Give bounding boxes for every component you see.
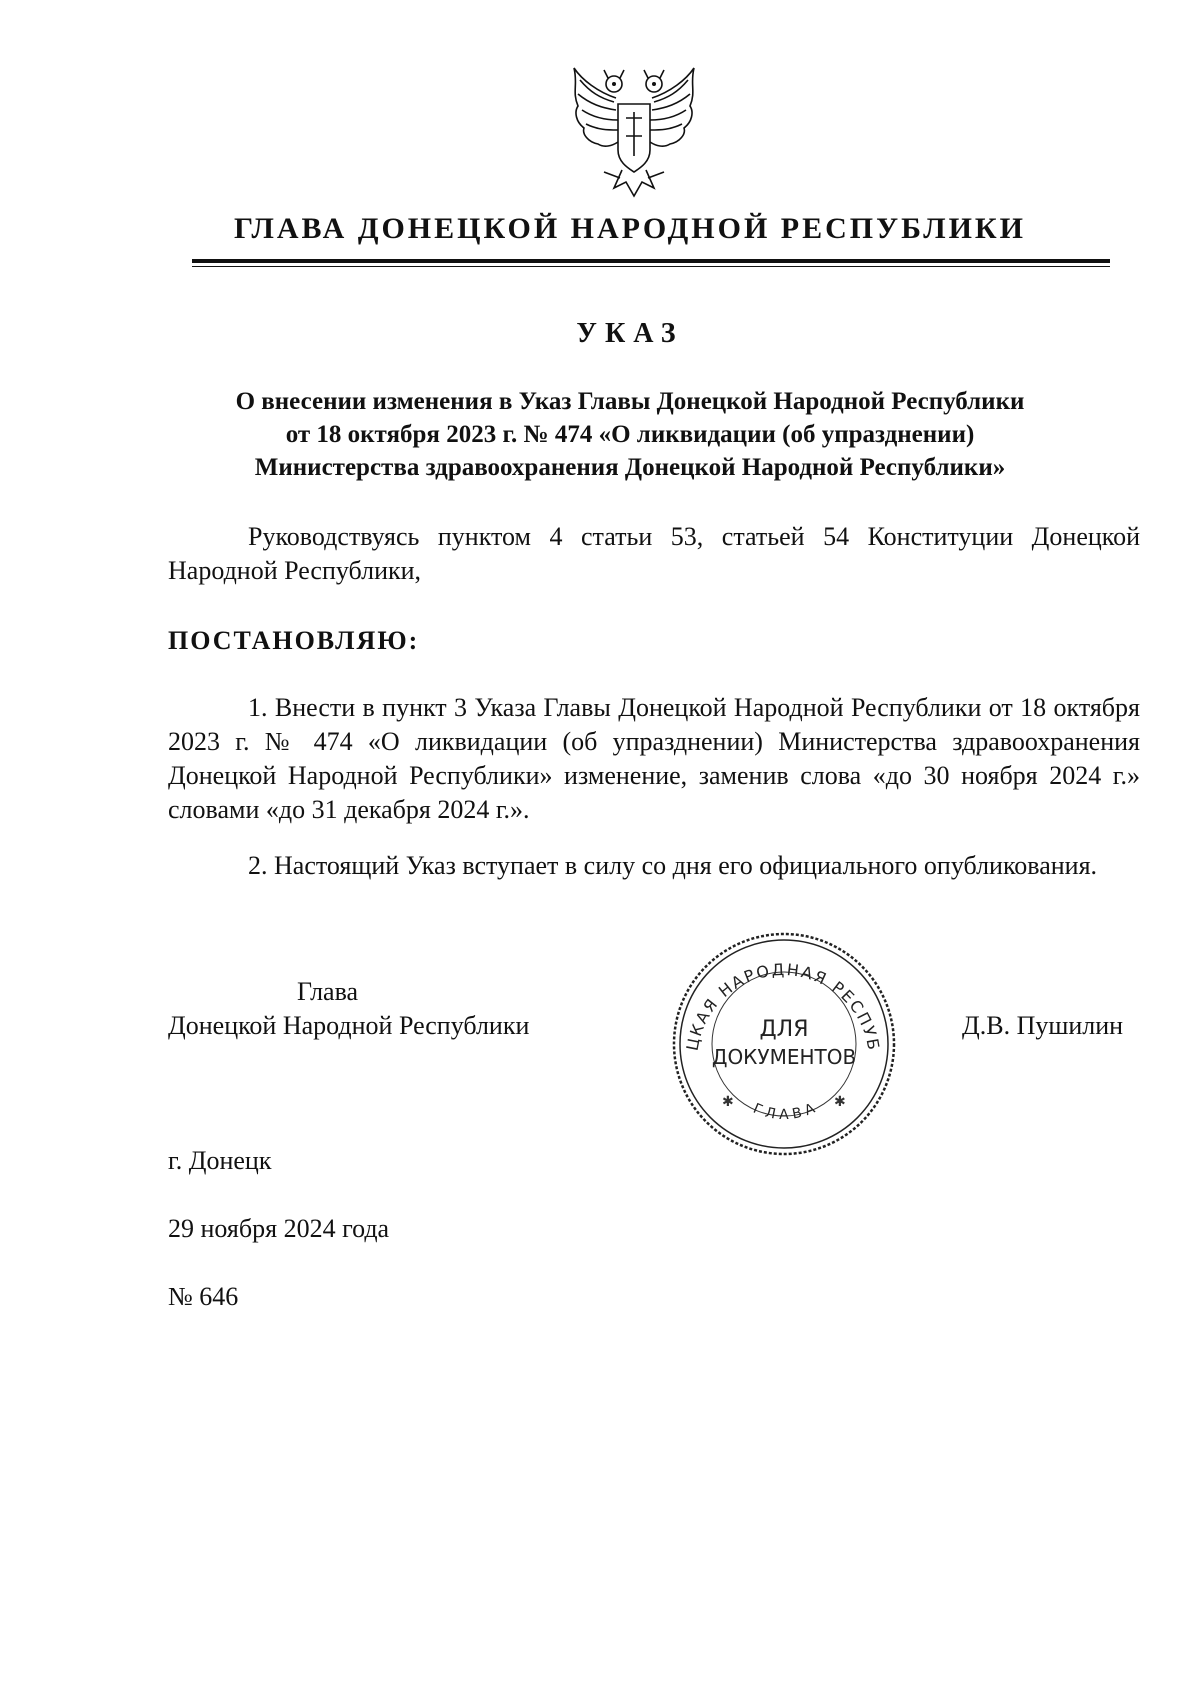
issue-place: г. Донецк (168, 1146, 272, 1175)
document-subject (170, 385, 1090, 484)
document-number: № 646 (168, 1282, 239, 1311)
svg-text:Г Л А В А (751, 1101, 818, 1123)
decree-item: 1. Внести в пункт 3 Указа Главы Донецкой Народной Республики от 18 октября 2023 г. № 474 «О ликвидации (об упразднении) Министерства здравоохранения Донецкой Народной Республики» изменение, заменив слова «до 30 ноября 2024 г.» словами «до 31 декабря 2024 г.». (168, 693, 1140, 824)
subject-line: Министерства здравоохранения Донецкой Народной Республики» (254, 454, 1006, 481)
signatory-name: Д.В. Пушилин (962, 1011, 1124, 1040)
header-rule-thick (192, 259, 1110, 263)
signatory-role-subtitle: Донецкой Народной Республики (168, 1011, 530, 1040)
subject-line: от 18 октября 2023 г. № 474 «О ликвидации (об упразднении) (285, 421, 975, 448)
official-stamp (670, 930, 898, 1158)
stamp-ring-text: ЦКАЯ НАРОДНАЯ РЕСПУБ (682, 959, 884, 1054)
decree-heading: ПОСТАНОВЛЯЮ: (168, 626, 420, 655)
svg-text:✱: ✱ (834, 1094, 846, 1110)
issuing-authority-heading: ГЛАВА ДОНЕЦКОЙ НАРОДНОЙ РЕСПУБЛИКИ (233, 212, 1027, 245)
subject-line: О внесении изменения в Указ Главы Донецкой Народной Республики (235, 388, 1025, 415)
stamp-bottom-text: Г Л А В А (750, 1100, 818, 1124)
issue-date: 29 ноября 2024 года (168, 1214, 390, 1243)
decree-item: 2. Настоящий Указ вступает в силу со дня его официального опубликования. (248, 851, 1098, 880)
stamp-center-line: ДОКУМЕНТОВ (711, 1045, 857, 1069)
header-rule-thin (192, 266, 1110, 267)
stamp-center-line: ДЛЯ (759, 1017, 809, 1042)
signatory-role: Глава (297, 977, 359, 1006)
svg-text:✱: ✱ (722, 1094, 734, 1110)
preamble-paragraph: Руководствуясь пунктом 4 статьи 53, статьей 54 Конституции Донецкой Народной Республики, (168, 522, 1140, 585)
document-type-title: УКАЗ (576, 318, 684, 349)
dpr-coat-of-arms-icon (568, 62, 700, 200)
